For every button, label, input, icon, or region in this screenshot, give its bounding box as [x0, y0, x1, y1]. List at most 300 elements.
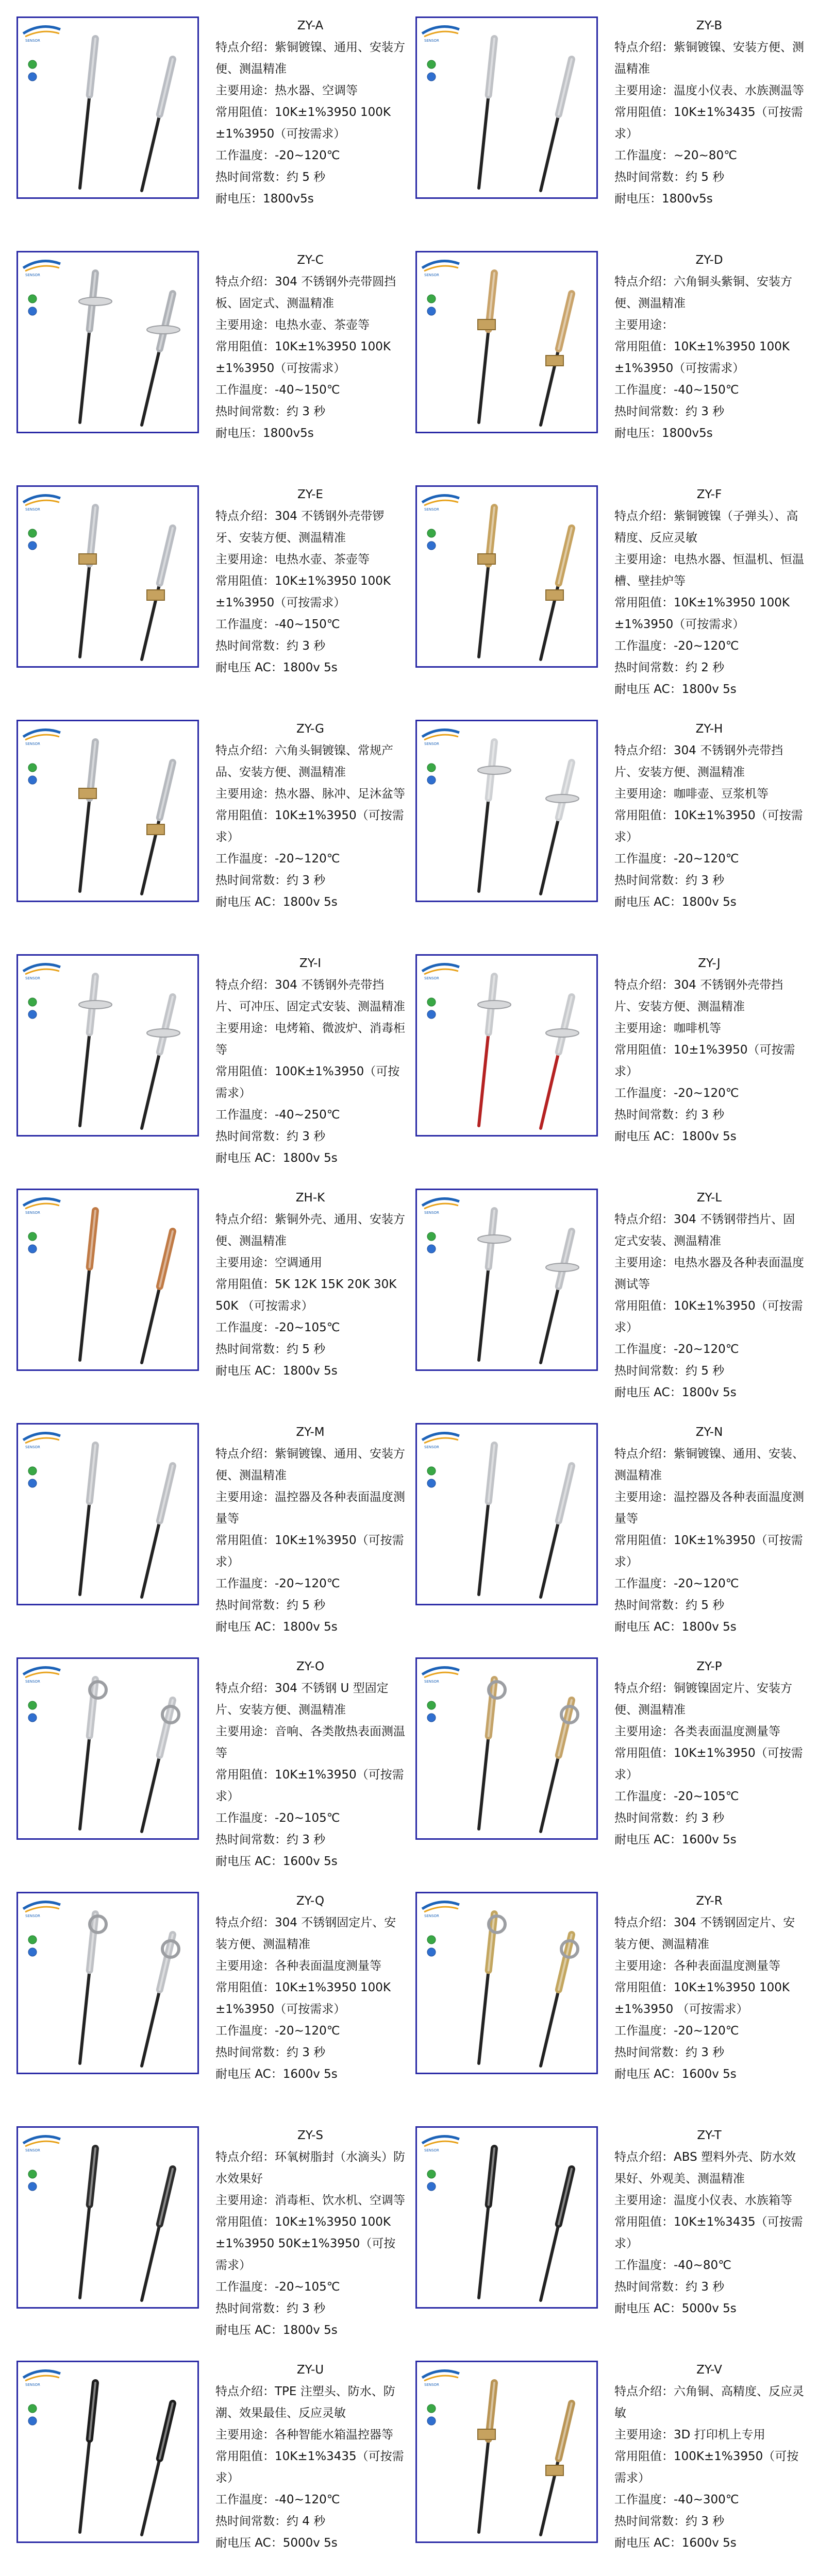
spec-feature: [215, 37, 405, 80]
spec-label: 常用阻值：: [614, 1043, 674, 1057]
spec-use: [614, 1252, 804, 1295]
spec-label: 耐电压: [215, 1151, 251, 1165]
product-code: ZY-P: [696, 1660, 722, 1673]
badge-blue-icon: [28, 2417, 37, 2425]
spec-label: 特点介绍：: [215, 1447, 275, 1461]
spec-value: 10K±1%3950（可按需求）: [614, 809, 803, 844]
spec-label: 工作温度：: [614, 149, 674, 162]
spec-label: 特点介绍：: [215, 744, 275, 757]
product-row: [0, 703, 818, 938]
spec-value: -20~120℃: [674, 1577, 739, 1590]
spec-feature: [215, 1443, 405, 1486]
svg-text:SENSOR: SENSOR: [25, 507, 40, 512]
product-info: [614, 1191, 804, 1403]
spec-value: AC：1800v 5s: [650, 683, 737, 696]
spec-value: 约 3 秒: [686, 405, 725, 418]
spec-value: 紫铜镀镍（子弹头）、高精度、反应灵敏: [614, 510, 798, 545]
spec-value: AC：1800v 5s: [251, 1151, 338, 1165]
spec-label: 常用阻值：: [614, 1299, 674, 1313]
badge-green-icon: [427, 60, 436, 69]
spec-value: 紫铜镀镍、通用、安装方便、测温精准: [215, 1447, 405, 1482]
product-photo: [415, 251, 598, 433]
product-card: [411, 234, 818, 469]
svg-text:SENSOR: SENSOR: [424, 1914, 439, 1918]
spec-feature: [215, 1677, 405, 1721]
badge-blue-icon: [28, 1948, 37, 1956]
spec-value: 约 3 秒: [686, 874, 725, 887]
spec-time: [215, 2511, 405, 2532]
spec-value: 10K±1%3950 100K±1%3950（可按需求）: [215, 106, 391, 141]
spec-time: [614, 166, 804, 188]
product-info: [215, 253, 405, 444]
spec-label: 热时间常数：: [215, 874, 287, 887]
spec-label: 常用阻值：: [215, 809, 275, 822]
spec-temp: [215, 145, 405, 166]
spec-value: AC：1600v 5s: [650, 2067, 737, 2081]
product-photo: [16, 2361, 199, 2543]
product-info: [215, 722, 405, 913]
spec-value: AC：1800v 5s: [251, 1364, 338, 1378]
badge-green-icon: [427, 1936, 436, 1944]
spec-value: 10K±1%3950 100K±1%3950（可按需求）: [215, 340, 391, 375]
spec-use: [215, 2424, 405, 2446]
product-card: [411, 1406, 818, 1641]
product-card: [411, 1875, 818, 2110]
spec-label: 耐电压: [215, 895, 251, 909]
badge-green-icon: [427, 1701, 436, 1709]
spec-value: 10K±1%3950 100K±1%3950（可按需求）: [215, 1981, 391, 2016]
spec-label: 特点介绍：: [614, 744, 674, 757]
product-photo-art: [18, 487, 197, 666]
spec-value: 热水器、脉冲、足沐盆等: [275, 787, 405, 801]
spec-value: -40~250℃: [275, 1108, 340, 1122]
spec-value: -40~300℃: [674, 2493, 739, 2506]
spec-value: 紫铜镀镍、安装方便、测温精准: [614, 41, 804, 76]
spec-label: 耐电压: [614, 1833, 650, 1846]
product-photo-art: [18, 721, 197, 901]
product-code: ZY-J: [698, 957, 721, 970]
brand-logo: [23, 261, 60, 277]
svg-text:SENSOR: SENSOR: [424, 976, 439, 980]
spec-label: 主要用途：: [614, 1959, 674, 1973]
product-info: [614, 956, 804, 1147]
spec-resistance: [614, 1039, 804, 1082]
badge-blue-icon: [427, 541, 436, 550]
product-photo: [415, 16, 598, 199]
product-photo-art: [417, 487, 596, 666]
spec-resistance: [215, 101, 405, 145]
spec-voltage: [215, 2319, 405, 2341]
product-info: [614, 1425, 804, 1638]
spec-feature: [215, 974, 405, 1018]
spec-voltage: [215, 422, 405, 444]
spec-value: 消毒柜、饮水机、空调等: [275, 2194, 405, 2207]
spec-use: [614, 783, 804, 805]
spec-label: 特点介绍：: [614, 1682, 674, 1695]
spec-value: 10K±1%3950 100K±1%3950 50K±1%3950（可按需求）: [215, 2215, 396, 2272]
product-card: [0, 2110, 407, 2344]
spec-label: 工作温度：: [215, 383, 275, 397]
spec-label: 常用阻值：: [614, 1747, 674, 1760]
spec-voltage: [215, 1616, 405, 1638]
product-info: [215, 1659, 405, 1872]
spec-value: 10K±1%3950（可按需求）: [614, 1299, 803, 1334]
badge-blue-icon: [28, 2182, 37, 2191]
badge-green-icon: [427, 764, 436, 772]
spec-feature: [614, 974, 804, 1018]
spec-label: 常用阻值：: [614, 596, 674, 609]
spec-voltage: [614, 1616, 804, 1638]
spec-temp: [614, 2255, 804, 2276]
spec-label: 主要用途：: [215, 2194, 275, 2207]
spec-label: 常用阻值：: [215, 1065, 275, 1078]
spec-use: [614, 2190, 804, 2211]
spec-value: 咖啡壶、豆浆机等: [674, 787, 769, 801]
spec-value: -20~105℃: [275, 1321, 340, 1334]
spec-value: 10K±1%3950 100K±1%3950 （可按需求）: [614, 1981, 790, 2016]
spec-time: [215, 635, 405, 657]
product-photo: [415, 1189, 598, 1371]
badge-blue-icon: [28, 1479, 37, 1487]
spec-value: -40~120℃: [275, 2493, 340, 2506]
spec-value: 紫铜镀镍、通用、安装、测温精准: [614, 1447, 804, 1482]
product-photo: [16, 251, 199, 433]
spec-label: 常用阻值：: [215, 1278, 275, 1291]
spec-label: 耐电压: [215, 2324, 251, 2337]
spec-label: 耐电压: [614, 2067, 650, 2081]
spec-label: 热时间常数：: [215, 639, 287, 653]
spec-value: TPE 注塑头、防水、防潮、效果最佳、反应灵敏: [215, 2385, 395, 2420]
product-card: [411, 469, 818, 703]
spec-label: 耐电压: [614, 192, 650, 206]
spec-label: 常用阻值：: [215, 106, 275, 119]
spec-value: 304 不锈钢外壳带挡片、安装方便、测温精准: [614, 978, 783, 1013]
spec-feature: [614, 2381, 804, 2424]
spec-use: [215, 1252, 405, 1274]
product-photo-art: [18, 956, 197, 1135]
brand-logo: [422, 27, 459, 43]
product-code: ZY-A: [297, 19, 324, 32]
spec-voltage: [614, 1126, 804, 1147]
spec-value: -20~120℃: [275, 852, 340, 866]
product-info: [215, 2363, 405, 2554]
spec-value: AC：1800v 5s: [251, 1620, 338, 1634]
spec-value: -20~105℃: [275, 2280, 340, 2294]
badge-green-icon: [28, 1701, 37, 1709]
spec-value: 10K±1%3435（可按需求）: [614, 106, 803, 141]
brand-logo: [23, 1668, 60, 1684]
product-info: [614, 1659, 804, 1851]
spec-label: 主要用途：: [215, 787, 275, 801]
spec-use: [614, 1486, 804, 1530]
badge-green-icon: [427, 1467, 436, 1475]
product-photo-art: [18, 1893, 197, 2073]
spec-label: 工作温度：: [215, 2024, 275, 2038]
badge-green-icon: [427, 529, 436, 537]
spec-value: 约 3 秒: [287, 1130, 326, 1143]
spec-value: 10K±1%3950 100K±1%3950（可按需求）: [215, 574, 391, 609]
spec-voltage: [614, 891, 804, 913]
spec-temp: [614, 145, 804, 166]
svg-text:SENSOR: SENSOR: [25, 1211, 40, 1215]
spec-value: 304 不锈钢固定片、安装方便、测温精准: [215, 1916, 396, 1951]
product-card: [0, 938, 407, 1172]
product-photo-art: [417, 2362, 596, 2541]
spec-value: 304 不锈钢外壳带锣牙、安装方便、测温精准: [215, 510, 385, 545]
spec-value: 304 不锈钢外壳带挡片、安装方便、测温精准: [614, 744, 783, 779]
spec-resistance: [215, 2446, 405, 2489]
spec-label: 常用阻值：: [614, 2215, 674, 2229]
spec-label: 常用阻值：: [614, 2450, 674, 2463]
brand-logo: [23, 27, 60, 43]
product-row: [0, 0, 818, 234]
product-card: [0, 1875, 407, 2110]
product-card: [0, 469, 407, 703]
spec-temp: [614, 1082, 804, 1104]
product-row: [0, 1406, 818, 1641]
spec-label: 耐电压: [215, 192, 251, 206]
brand-logo: [23, 496, 60, 512]
product-card: [0, 1406, 407, 1641]
spec-time: [215, 166, 405, 188]
spec-value: -20~120℃: [674, 1087, 739, 1100]
spec-feature: [614, 1677, 804, 1721]
spec-value: 各种表面温度测量等: [275, 1959, 381, 1973]
spec-value: 铜镀镍固定片、安装方便、测温精准: [614, 1682, 792, 1717]
spec-label: 常用阻值：: [614, 1534, 674, 1547]
spec-label: 耐电压: [215, 2536, 251, 2550]
spec-temp: [614, 379, 804, 401]
spec-label: 主要用途：: [614, 318, 674, 332]
spec-label: 热时间常数：: [614, 2515, 686, 2528]
spec-label: 主要用途：: [614, 1490, 674, 1504]
spec-label: 工作温度：: [215, 149, 275, 162]
badge-green-icon: [28, 529, 37, 537]
spec-use: [215, 549, 405, 570]
spec-label: 特点介绍：: [614, 2385, 674, 2398]
spec-use: [614, 314, 804, 336]
svg-text:SENSOR: SENSOR: [424, 273, 439, 277]
brand-logo: [422, 1199, 459, 1215]
product-row: [0, 1172, 818, 1406]
spec-value: ：1800v5s: [650, 192, 713, 206]
product-info: [614, 722, 804, 913]
spec-temp: [215, 2276, 405, 2298]
spec-value: 约 3 秒: [287, 874, 326, 887]
spec-temp: [614, 1573, 804, 1595]
spec-value: 10K±1%3950（可按需求）: [614, 1534, 803, 1569]
spec-value: -40~150℃: [674, 383, 739, 397]
spec-label: 特点介绍：: [215, 978, 275, 992]
spec-temp: [614, 1338, 804, 1360]
badge-blue-icon: [427, 1479, 436, 1487]
spec-label: 常用阻值：: [614, 1981, 674, 1994]
brand-logo: [422, 261, 459, 277]
spec-resistance: [215, 2211, 405, 2276]
spec-time: [215, 1126, 405, 1147]
spec-voltage: [614, 188, 804, 210]
product-photo-art: [18, 1190, 197, 1369]
spec-value: 约 5 秒: [686, 1364, 725, 1378]
spec-value: -20~120℃: [275, 149, 340, 162]
spec-label: 特点介绍：: [614, 1916, 674, 1929]
spec-value: 约 5 秒: [287, 1343, 326, 1356]
spec-label: 主要用途：: [215, 318, 275, 332]
spec-temp: [614, 2020, 804, 2042]
badge-blue-icon: [427, 2417, 436, 2425]
badge-green-icon: [28, 295, 37, 303]
spec-temp: [614, 848, 804, 870]
spec-label: 特点介绍：: [614, 275, 674, 289]
product-photo: [415, 2361, 598, 2543]
spec-value: 约 3 秒: [287, 639, 326, 653]
spec-label: 热时间常数：: [614, 1364, 686, 1378]
spec-label: 特点介绍：: [614, 510, 674, 523]
spec-value: 六角铜、高精度、反应灵敏: [614, 2385, 804, 2420]
spec-label: 热时间常数：: [215, 2046, 287, 2059]
spec-label: 热时间常数：: [215, 1343, 287, 1356]
product-photo: [415, 954, 598, 1137]
spec-value: 电热水器及各种表面温度测试等: [614, 1256, 804, 1291]
spec-time: [614, 2511, 804, 2532]
badge-blue-icon: [427, 1948, 436, 1956]
svg-text:SENSOR: SENSOR: [424, 507, 439, 512]
badge-blue-icon: [427, 776, 436, 784]
spec-use: [215, 80, 405, 101]
spec-value: 约 5 秒: [287, 1599, 326, 1612]
spec-value: -40~150℃: [275, 383, 340, 397]
product-row: [0, 2110, 818, 2344]
spec-value: 温控器及各种表面温度测量等: [614, 1490, 804, 1526]
spec-label: 热时间常数：: [215, 2515, 287, 2528]
spec-label: 耐电压: [215, 661, 251, 674]
spec-value: AC：1600v 5s: [251, 2067, 338, 2081]
spec-use: [215, 314, 405, 336]
spec-label: 耐电压: [614, 2536, 650, 2550]
svg-text:SENSOR: SENSOR: [424, 39, 439, 43]
product-photo-art: [417, 1190, 596, 1369]
brand-logo: [422, 730, 459, 746]
spec-label: 常用阻值：: [614, 106, 674, 119]
spec-label: 常用阻值：: [215, 2450, 275, 2463]
spec-value: 各种表面温度测量等: [674, 1959, 780, 1973]
brand-logo: [422, 964, 459, 980]
product-card: [0, 2344, 407, 2576]
brand-logo: [23, 2137, 60, 2153]
product-photo: [16, 954, 199, 1137]
svg-text:SENSOR: SENSOR: [25, 1914, 40, 1918]
spec-label: 热时间常数：: [614, 1599, 686, 1612]
spec-label: 主要用途：: [614, 1022, 674, 1035]
product-row: [0, 234, 818, 469]
product-code: ZY-D: [695, 253, 723, 267]
product-photo: [16, 1892, 199, 2074]
spec-label: 主要用途：: [614, 553, 674, 566]
spec-label: 工作温度：: [614, 639, 674, 653]
spec-value: -40~80℃: [674, 2259, 731, 2272]
spec-value: -20~120℃: [275, 1577, 340, 1590]
spec-resistance: [215, 1274, 405, 1317]
spec-label: 工作温度：: [614, 1577, 674, 1590]
spec-voltage: [215, 188, 405, 210]
spec-label: 常用阻值：: [215, 574, 275, 588]
badge-green-icon: [28, 2404, 37, 2413]
spec-label: 热时间常数：: [614, 2046, 686, 2059]
svg-text:SENSOR: SENSOR: [424, 1680, 439, 1684]
spec-label: 主要用途：: [614, 1256, 674, 1269]
spec-value: 3D 打印机上专用: [674, 2428, 765, 2442]
product-info: [215, 956, 405, 1169]
svg-text:SENSOR: SENSOR: [25, 1445, 40, 1449]
spec-feature: [614, 740, 804, 783]
spec-value: 约 3 秒: [686, 1108, 725, 1122]
spec-feature: [614, 1912, 804, 1955]
spec-time: [215, 1595, 405, 1616]
spec-temp: [215, 1573, 405, 1595]
badge-blue-icon: [28, 776, 37, 784]
product-photo-art: [18, 252, 197, 432]
spec-label: 常用阻值：: [215, 2215, 275, 2229]
product-photo: [16, 16, 199, 199]
spec-feature: [614, 1209, 804, 1252]
spec-time: [215, 2298, 405, 2319]
spec-label: 主要用途：: [215, 553, 275, 566]
badge-green-icon: [427, 1232, 436, 1241]
spec-label: 特点介绍：: [215, 1213, 275, 1226]
spec-label: 工作温度：: [215, 1108, 275, 1122]
spec-label: 特点介绍：: [614, 41, 674, 54]
spec-label: 主要用途：: [215, 1490, 275, 1504]
spec-resistance: [215, 1977, 405, 2020]
badge-green-icon: [28, 764, 37, 772]
spec-value: 紫铜镀镍、通用、安装方便、测温精准: [215, 41, 405, 76]
spec-value: 10K±1%3950 100K±1%3950（可按需求）: [614, 340, 790, 375]
badge-blue-icon: [427, 73, 436, 81]
spec-value: ：1800v5s: [251, 192, 314, 206]
product-row: [0, 2344, 818, 2576]
spec-value: 10K±1%3950（可按需求）: [215, 1768, 404, 1803]
spec-value: 约 4 秒: [287, 2515, 326, 2528]
spec-use: [614, 2424, 804, 2446]
product-code: ZY-U: [296, 2363, 324, 2377]
spec-label: 工作温度：: [614, 1790, 674, 1803]
spec-resistance: [215, 1061, 405, 1104]
product-code: ZY-R: [696, 1894, 723, 1908]
product-photo: [16, 485, 199, 668]
spec-label: 特点介绍：: [614, 978, 674, 992]
badge-blue-icon: [28, 541, 37, 550]
spec-label: 耐电压: [614, 895, 650, 909]
spec-use: [614, 549, 804, 592]
brand-logo: [23, 1433, 60, 1449]
spec-label: 耐电压: [215, 2067, 251, 2081]
spec-value: 约 3 秒: [686, 1811, 725, 1825]
product-info: [215, 19, 405, 210]
spec-label: 工作温度：: [614, 383, 674, 397]
spec-value: 10K±1%3435（可按需求）: [215, 2450, 404, 2485]
spec-value: 电烤箱、微波炉、消毒柜等: [215, 1022, 405, 1057]
product-photo-art: [417, 2128, 596, 2307]
spec-value: 10±1%3950（可按需求）: [614, 1043, 795, 1078]
spec-feature: [215, 2146, 405, 2190]
product-card: [411, 1641, 818, 1875]
svg-text:SENSOR: SENSOR: [25, 2383, 40, 2387]
spec-value: AC：1600v 5s: [650, 2536, 737, 2550]
svg-text:SENSOR: SENSOR: [424, 2148, 439, 2153]
spec-label: 特点介绍：: [215, 510, 275, 523]
product-code: ZY-C: [297, 253, 324, 267]
spec-value: 约 3 秒: [686, 2515, 725, 2528]
